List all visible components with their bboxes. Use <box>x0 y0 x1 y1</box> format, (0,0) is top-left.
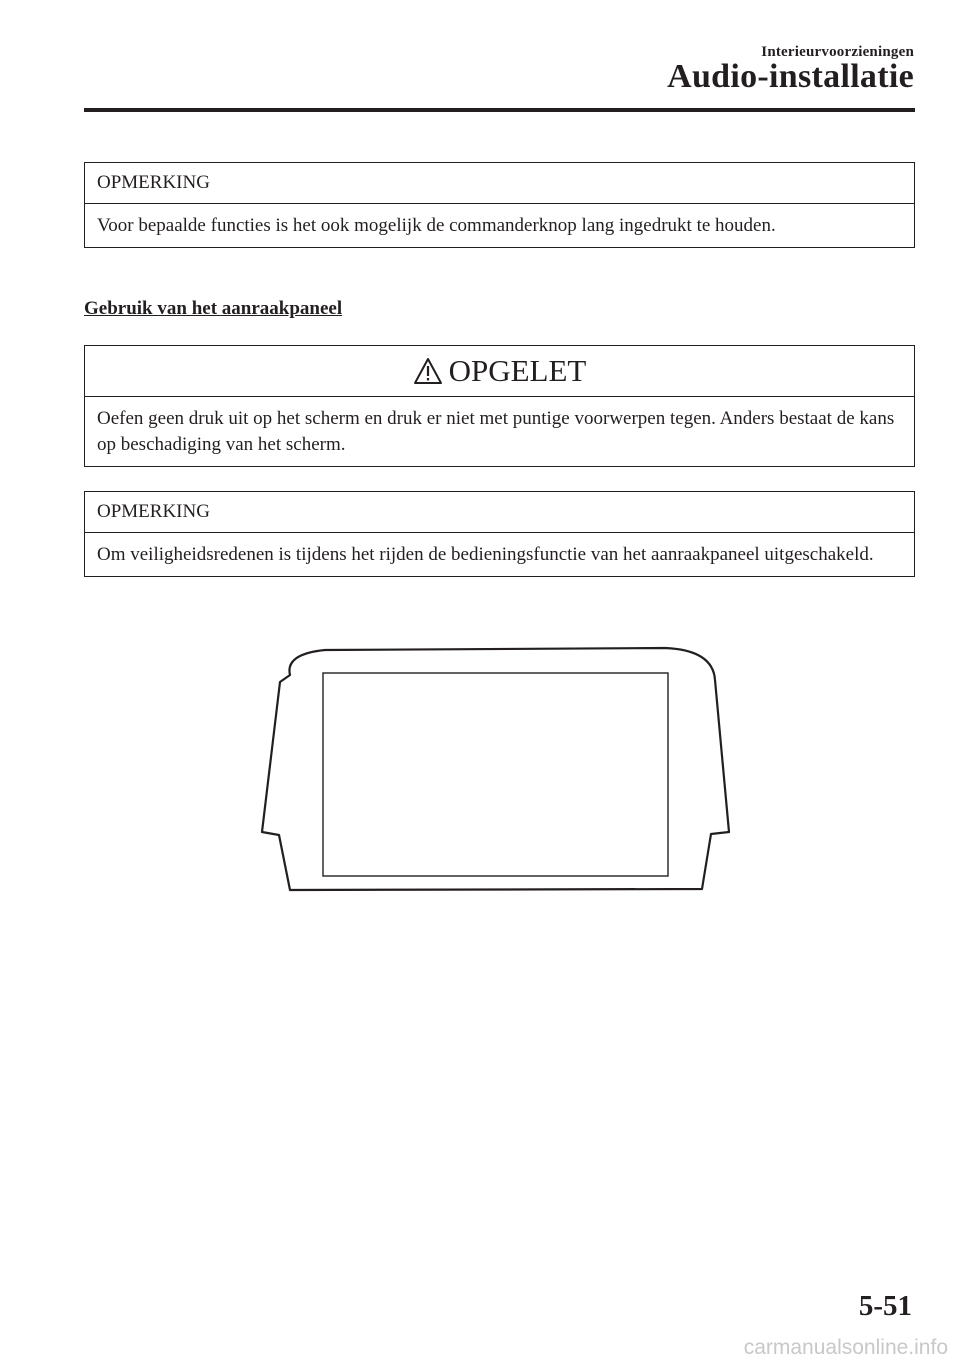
caution-box <box>84 345 915 467</box>
touchscreen-illustration <box>255 640 740 895</box>
watermark: carmanualsonline.info <box>743 1336 948 1359</box>
note-box-2-text: Om veiligheidsredenen is tijdens het rijden de bedieningsfunctie van het aanraakpaneel uitgeschakeld. <box>97 544 874 565</box>
page-title: Audio-installatie <box>667 58 914 95</box>
caution-box-header <box>85 346 914 397</box>
note-box-2 <box>84 491 915 577</box>
note-box-1 <box>84 162 915 248</box>
header-section-label: Interieurvoorzieningen <box>761 44 914 60</box>
header-rule <box>84 108 915 112</box>
warning-triangle-icon <box>413 357 443 385</box>
caution-box-text: Oefen geen druk uit op het scherm en druk er niet met puntige voorwerpen tegen. Anders bestaat de kans op beschadiging van het scherm. <box>97 408 895 455</box>
section-subheading: Gebruik van het aanraakpaneel <box>84 298 343 319</box>
display-screen <box>323 673 668 876</box>
caution-box-label: OPGELET <box>448 353 587 388</box>
note-box-2-label: OPMERKING <box>85 492 914 533</box>
page-number: 5-51 <box>858 1290 912 1322</box>
note-box-1-text: Voor bepaalde functies is het ook mogelijk de commanderknop lang ingedrukt te houden. <box>97 215 776 236</box>
note-box-1-label: OPMERKING <box>85 163 914 204</box>
